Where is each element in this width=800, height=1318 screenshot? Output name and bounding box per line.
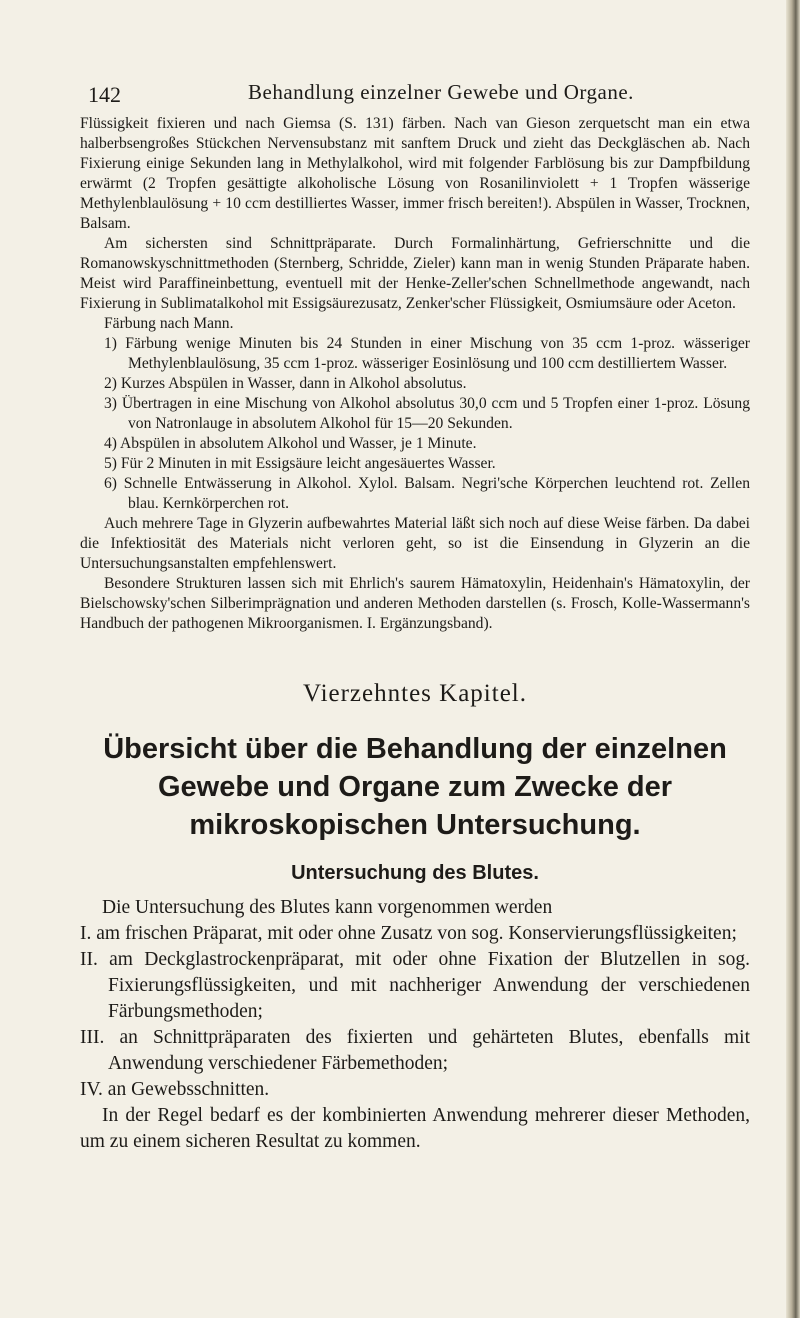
list-item: 5) Für 2 Minuten in mit Essigsäure leicht angesäuertes Wasser. — [104, 455, 496, 472]
paragraph: Auch mehrere Tage in Glyzerin aufbewahrtes Material läßt sich noch auf diese Weise färben. Da dabei die Infektiosität des Materials nicht verloren geht, so ist die Einsendung in Glyzerin an die Untersuchungsanstalten empfehlenswert. — [80, 515, 750, 572]
list-item: 2) Kurzes Abspülen in Wasser, dann in Alkohol absolutus. — [104, 375, 467, 392]
paragraph: Flüssigkeit fixieren und nach Giemsa (S. 131) färben. Nach van Gieson zerquetscht man ein etwa halberbsengroßes Stückchen Nervensubstanz mit sanftem Druck und zieht das Deckgläschen ab. Nach Fixierung einige Sekunden lang in Methylalkohol, wird mit folgender Farblösung bis zur Dampfbildung erwärmt (2 Tropfen gesättigte alkoholische Lösung von Rosanilinviolett + 1 Tropfen wässerige Methylenblaulösung + 10 ccm destilliertes Wasser, immer frisch bereiten!). Abspülen in Wasser, Trocknen, Balsam. — [80, 115, 750, 232]
list-item: I. am frischen Präparat, mit oder ohne Zusatz von sog. Konservierungsflüssigkeiten; — [80, 923, 737, 944]
list-item: II. am Deckglastrockenpräparat, mit oder ohne Fixation der Blutzellen in sog. Fixierungsflüssigkeiten, und mit nachheriger Anwendung der verschiedenen Färbungsmethoden; — [80, 949, 750, 1022]
running-head: Behandlung einzelner Gewebe und Organe. — [248, 80, 634, 104]
paragraph: Am sichersten sind Schnittpräparate. Durch Formalinhärtung, Gefrierschnitte und die Romanowskyschnittmethoden (Sternberg, Schridde, Zieler) kann man in wenig Stunden Präparate haben. Meist wird Paraffineinbettung, eventuell mit der Henke-Zeller'schen Schnellmethode angewandt, nach Fixierung in Sublimatalkohol mit Essigsäurezusatz, Zenker'scher Flüssigkeit, Osmiumsäure oder Aceton. — [80, 235, 750, 312]
list-item: IV. an Gewebsschnitten. — [80, 1079, 270, 1100]
chapter-heading: Vierzehntes Kapitel. — [303, 680, 527, 707]
list-item: 6) Schnelle Entwässerung in Alkohol. Xylol. Balsam. Negri'sche Körperchen leuchtend rot. Zellen blau. Kernkörperchen rot. — [104, 475, 750, 512]
paragraph: Färbung nach Mann. — [104, 315, 234, 332]
section-heading: Untersuchung des Blutes. — [291, 862, 539, 884]
paragraph: In der Regel bedarf es der kombinierten Anwendung mehrerer dieser Methoden, um zu einem sicheren Resultat zu kommen. — [80, 1105, 750, 1152]
list-item: III. an Schnittpräparaten des fixierten und gehärteten Blutes, ebenfalls mit Anwendung verschiedener Färbemethoden; — [80, 1027, 750, 1074]
list-item: 4) Abspülen in absolutem Alkohol und Wasser, je 1 Minute. — [104, 435, 477, 452]
page-header — [80, 74, 750, 114]
chapter-title: Übersicht über die Behandlung der einzelnen Gewebe und Organe zum Zwecke der mikroskopischen Untersuchung. — [103, 733, 727, 841]
main-section — [80, 895, 750, 1155]
list-item: 1) Färbung wenige Minuten bis 24 Stunden in einer Mischung von 35 ccm 1-proz. wässeriger Methylenblaulösung, 35 ccm 1-proz. wässeriger Eosinlösung und 100 ccm destilliertem Wasser. — [104, 335, 750, 372]
paragraph: Die Untersuchung des Blutes kann vorgenommen werden — [102, 897, 553, 918]
book-page — [80, 74, 750, 1155]
page-edge — [786, 0, 800, 1318]
list-item: 3) Übertragen in eine Mischung von Alkohol absolutus 30,0 ccm und 5 Tropfen einer 1-proz. Lösung von Natronlauge in absolutem Alkohol für 15—20 Sekunden. — [104, 395, 750, 432]
page-number: 142 — [88, 82, 121, 107]
paragraph: Besondere Strukturen lassen sich mit Ehrlich's saurem Hämatoxylin, Heidenhain's Hämatoxylin, der Bielschowsky'schen Silberimprägnation und anderen Methoden darstellen (s. Frosch, Kolle-Wassermann's Handbuch der pathogenen Mikroorganismen. I. Ergänzungsband). — [80, 575, 750, 632]
preceding-section — [80, 114, 750, 634]
